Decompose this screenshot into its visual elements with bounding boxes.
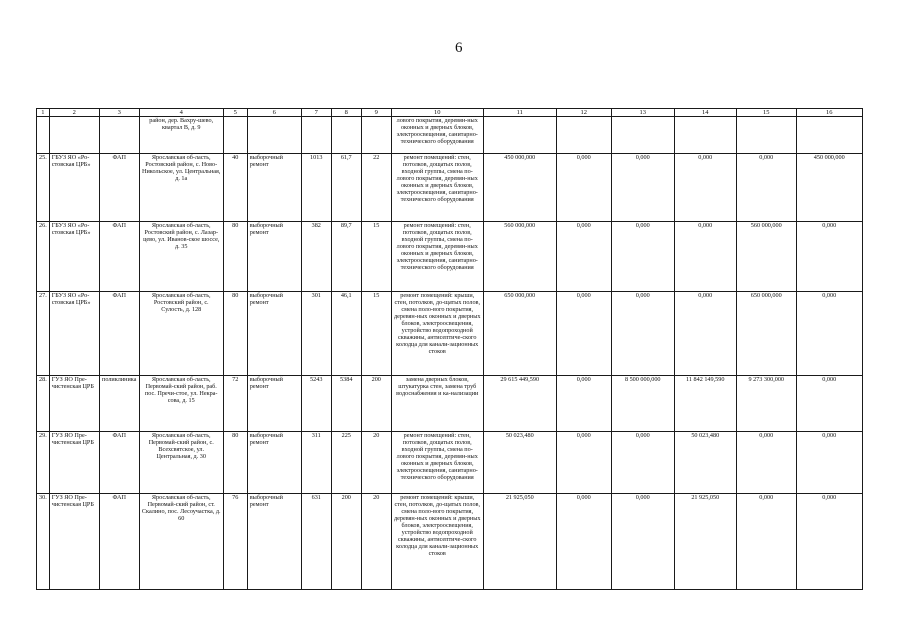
organization-cell: ГУЗ ЯО Пре-чистенская ЦРБ [49,432,99,494]
amount-total-cell: 560 000,000 [483,222,556,292]
table-row [37,432,863,494]
amount-total-cell: 450 000,000 [483,154,556,222]
column-5-cell: 72 [223,376,247,432]
column-header: 10 [391,109,483,117]
table-row [37,292,863,376]
address-cell: Ярославская об-ласть, Ростовский район, с. Лазар-цево, ул. Иванов-ское шоссе, д. 35 [139,222,223,292]
work-description-cell: ремонт помещений: стен, потолков, дощатых полов, входной группы, смена по-лового покрытия, деревян-ных оконных и дверных блоков, электроосвещения, санитарно-технического оборудования [391,432,483,494]
column-5-cell: 40 [223,154,247,222]
amount-col12-cell: 0,000 [556,432,611,494]
organization-cell: ГБУЗ ЯО «Ро-стовская ЦРБ» [49,222,99,292]
repair-type-cell: выборочный ремонт [247,376,301,432]
amount-col16-cell: 0,000 [796,432,862,494]
amount-total-cell [483,117,556,154]
column-5-cell: 80 [223,222,247,292]
column-header: 1 [37,109,50,117]
amount-col13-cell: 0,000 [611,292,674,376]
amount-col14-cell [674,117,736,154]
address-cell: район, дер. Вахру-шево, квартал В, д. 9 [139,117,223,154]
work-description-cell: ремонт помещений: крыши, стен, потолков, до-щатых полов, смена поло-вого покрытия, деревян-ных оконных и дверных блоков, электроосвещения, устройство водопроходной скважины, антисептиче-ского колодца для канали-зационных стоков [391,292,483,376]
organization-cell: ГБУЗ ЯО «Ро-стовская ЦРБ» [49,292,99,376]
column-9-cell [361,117,391,154]
amount-col16-cell: 0,000 [796,494,862,590]
amount-col13-cell: 0,000 [611,494,674,590]
column-7-cell: 301 [301,292,331,376]
column-header: 16 [796,109,862,117]
column-8-cell: 61,7 [331,154,361,222]
repair-type-cell: выборочный ремонт [247,494,301,590]
facility-type-cell: ФАП [99,154,139,222]
organization-cell [49,117,99,154]
column-8-cell: 5384 [331,376,361,432]
column-9-cell: 20 [361,432,391,494]
amount-col16-cell: 450 000,000 [796,154,862,222]
amount-col12-cell: 0,000 [556,154,611,222]
row-number: 27. [37,292,50,376]
column-header: 4 [139,109,223,117]
amount-total-cell: 29 615 449,590 [483,376,556,432]
column-header: 12 [556,109,611,117]
column-9-cell: 15 [361,292,391,376]
amount-col15-cell: 9 273 300,000 [736,376,796,432]
repair-table [36,108,863,590]
amount-total-cell: 650 000,000 [483,292,556,376]
table-row [37,222,863,292]
column-5-cell: 80 [223,432,247,494]
column-8-cell: 200 [331,494,361,590]
table-row [37,376,863,432]
organization-cell: ГУЗ ЯО Пре-чистенская ЦРБ [49,494,99,590]
amount-col15-cell [736,117,796,154]
amount-col16-cell: 0,000 [796,376,862,432]
amount-col16-cell: 0,000 [796,292,862,376]
address-cell: Ярославская об-ласть, Ростовский район, с. Ново-Никольское, ул. Центральная, д. 1а [139,154,223,222]
column-header: 14 [674,109,736,117]
column-7-cell: 1013 [301,154,331,222]
work-description-cell: замена дверных блоков, штукатурка стен, замена труб водоснабжения и ка-нализации [391,376,483,432]
row-number: 29. [37,432,50,494]
amount-col12-cell: 0,000 [556,376,611,432]
repair-type-cell [247,117,301,154]
row-number: 26. [37,222,50,292]
header-row [37,109,863,117]
amount-col15-cell: 0,000 [736,494,796,590]
column-7-cell: 382 [301,222,331,292]
amount-total-cell: 21 925,050 [483,494,556,590]
amount-col16-cell: 0,000 [796,222,862,292]
column-9-cell: 15 [361,222,391,292]
column-header: 7 [301,109,331,117]
amount-col14-cell: 0,000 [674,292,736,376]
row-number: 25. [37,154,50,222]
amount-col15-cell: 0,000 [736,154,796,222]
address-cell: Ярославская об-ласть, Первомай-ский район, с. Всехсвятское, ул. Центральная, д. 30 [139,432,223,494]
column-7-cell: 631 [301,494,331,590]
row-number: 30. [37,494,50,590]
column-5-cell: 76 [223,494,247,590]
work-description-cell: ремонт помещений: стен, потолков, дощатых полов, входной группы, смена по-лового покрытия, деревян-ных оконных и дверных блоков, электроосвещения, санитарно-технического оборудования [391,154,483,222]
column-header: 11 [483,109,556,117]
address-cell: Ярославская об-ласть, Первомай-ский район, раб. пос. Пречи-стое, ул. Некра-сова, д. 15 [139,376,223,432]
amount-col14-cell: 0,000 [674,154,736,222]
column-7-cell: 311 [301,432,331,494]
column-header: 2 [49,109,99,117]
column-header: 9 [361,109,391,117]
amount-col13-cell: 0,000 [611,154,674,222]
amount-col14-cell: 50 023,480 [674,432,736,494]
facility-type-cell: ФАП [99,432,139,494]
table-row [37,154,863,222]
amount-col13-cell: 8 500 000,000 [611,376,674,432]
column-header: 8 [331,109,361,117]
amount-col12-cell: 0,000 [556,494,611,590]
repair-type-cell: выборочный ремонт [247,432,301,494]
amount-col12-cell [556,117,611,154]
column-header: 15 [736,109,796,117]
column-7-cell [301,117,331,154]
amount-col14-cell: 11 842 149,590 [674,376,736,432]
address-cell: Ярославская об-ласть, Первомай-ский район, ст. Скалино, пос. Лесоучастка, д. 60 [139,494,223,590]
amount-col14-cell: 21 925,050 [674,494,736,590]
column-8-cell: 225 [331,432,361,494]
column-8-cell: 46,1 [331,292,361,376]
table-row [37,494,863,590]
column-5-cell [223,117,247,154]
amount-col13-cell: 0,000 [611,432,674,494]
amount-col16-cell [796,117,862,154]
amount-col12-cell: 0,000 [556,222,611,292]
column-header: 6 [247,109,301,117]
facility-type-cell [99,117,139,154]
column-8-cell [331,117,361,154]
table-row [37,117,863,154]
amount-col15-cell: 0,000 [736,432,796,494]
facility-type-cell: ФАП [99,222,139,292]
facility-type-cell: ФАП [99,292,139,376]
column-header: 3 [99,109,139,117]
work-description-cell: ремонт помещений: крыши, стен, потолков, до-щатых полов, смена поло-вого покрытия, деревян-ных оконных и дверных блоков, электроосвещения, устройство водопроходной скважины, антисептиче-ского колодца для канали-зационных стоков [391,494,483,590]
amount-col14-cell: 0,000 [674,222,736,292]
repair-type-cell: выборочный ремонт [247,154,301,222]
repair-type-cell: выборочный ремонт [247,292,301,376]
column-header: 13 [611,109,674,117]
amount-col15-cell: 650 000,000 [736,292,796,376]
column-header: 5 [223,109,247,117]
page-number: 6 [455,40,463,56]
column-9-cell: 20 [361,494,391,590]
amount-total-cell: 50 023,480 [483,432,556,494]
row-number: 28. [37,376,50,432]
amount-col15-cell: 560 000,000 [736,222,796,292]
column-8-cell: 89,7 [331,222,361,292]
repair-type-cell: выборочный ремонт [247,222,301,292]
facility-type-cell: поликлиника [99,376,139,432]
facility-type-cell: ФАП [99,494,139,590]
address-cell: Ярославская об-ласть, Ростовский район, с. Сулость, д. 128 [139,292,223,376]
amount-col13-cell: 0,000 [611,222,674,292]
organization-cell: ГБУЗ ЯО «Ро-стовская ЦРБ» [49,154,99,222]
organization-cell: ГУЗ ЯО Пре-чистенская ЦРБ [49,376,99,432]
column-9-cell: 200 [361,376,391,432]
amount-col13-cell [611,117,674,154]
row-number [37,117,50,154]
column-7-cell: 5243 [301,376,331,432]
work-description-cell: лового покрытия, деревян-ных оконных и дверных блоков, электроосвещения, санитарно-технического оборудования [391,117,483,154]
column-5-cell: 80 [223,292,247,376]
amount-col12-cell: 0,000 [556,292,611,376]
column-9-cell: 22 [361,154,391,222]
work-description-cell: ремонт помещений: стен, потолков, дощатых полов, входной группы, смена по-лового покрытия, деревян-ных оконных и дверных блоков, электроосвещения, санитарно-технического оборудования [391,222,483,292]
